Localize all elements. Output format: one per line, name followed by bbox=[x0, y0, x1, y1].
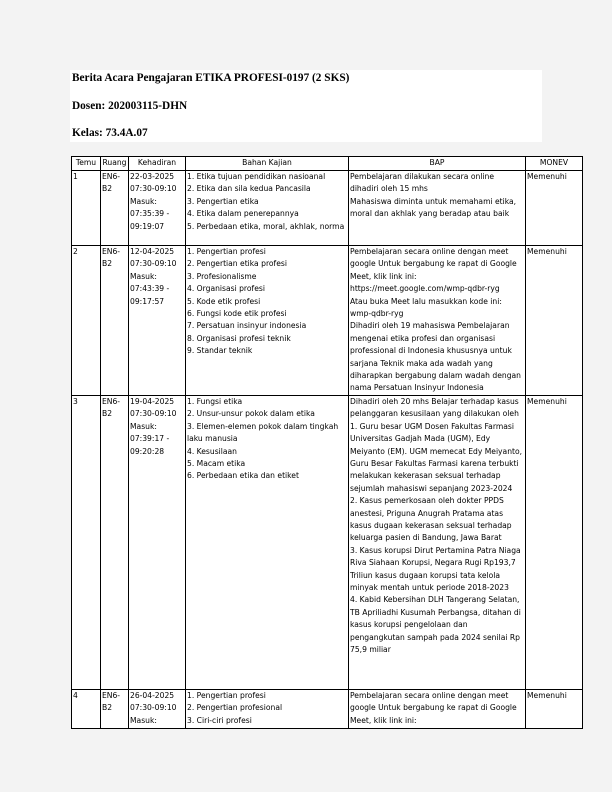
col-header-bap: BAP bbox=[349, 157, 526, 171]
bahan-kajian-cell: 1. Pengertian profesi 2. Pengertian etika profesi 3. Profesionalisme 4. Organisasi profesi 5. Kode etik profesi 6. Fungsi kode etik profesi 7. Persatuan insinyur indonesia 8. Organisasi profesi teknik 9. Standar teknik bbox=[186, 246, 349, 396]
monev-cell: Memenuhi bbox=[526, 395, 583, 689]
bap-cell: Pembelajaran secara online dengan meet google Untuk bergabung ke rapat di Google Meet, klik link ini: bbox=[349, 689, 526, 728]
col-header-bahan-kajian: Bahan Kajian bbox=[186, 157, 349, 171]
ruang-cell: EN6- B2 bbox=[101, 171, 129, 246]
col-header-monev: MONEV bbox=[526, 157, 583, 171]
bahan-kajian-cell: 1. Pengertian profesi 2. Pengertian profesional 3. Ciri-ciri profesi bbox=[186, 689, 349, 728]
bap-cell: Pembelajaran dilakukan secara online dihadiri oleh 15 mhs Mahasiswa diminta untuk memahami etika, moral dan akhlak yang beradap atau baik bbox=[349, 171, 526, 246]
monev-cell: Memenuhi bbox=[526, 171, 583, 246]
col-header-temu: Temu bbox=[72, 157, 101, 171]
table-header-row bbox=[72, 157, 583, 171]
course-title: Berita Acara Pengajaran ETIKA PROFESI-0197 (2 SKS) bbox=[72, 72, 350, 84]
bap-cell: Pembelajaran secara online dengan meet google Untuk bergabung ke rapat di Google Meet, klik link ini: https://meet.google.com/wmp-qdbr-ryg Atau buka Meet lalu masukkan kode ini: wmp-qdbr-ryg Dihadiri oleh 19 mahasiswa Pembelajaran mengenai etika profesi dan organisasi professional di Indonesia khususnya untuk sarjana Teknik maka ada wadah yang diharapkan bergabung dalam wadah dengan nama Persatuan Insinyur Indonesia bbox=[349, 246, 526, 396]
ruang-cell: EN6- B2 bbox=[101, 689, 129, 728]
table-row bbox=[72, 246, 583, 396]
bap-cell: Dihadiri oleh 20 mhs Belajar terhadap kasus pelanggaran kesusilaan yang dilakukan oleh 1. Guru besar UGM Dosen Fakultas Farmasi Universitas Gadjah Mada (UGM), Edy Meiyanto (EM). UGM memecat Edy Meiyanto, Guru Besar Fakultas Farmasi karena terbukti melakukan kekerasan seksual terhadap sejumlah mahasiswi sepanjang 2023-2024 2. Kasus pemerkosaan oleh dokter PPDS anestesi, Priguna Anugrah Pratama atas kasus dugaan kekerasan seksual terhadap keluarga pasien di Bandung, Jawa Barat 3. Kasus korupsi Dirut Pertamina Patra Niaga Riva Siahaan Korupsi, Negara Rugi Rp193,7 Triliun kasus dugaan korupsi tata kelola minyak mentah untuk periode 2018-2023 4. Kabid Kebersihan DLH Tangerang Selatan, TB Apriliadhi Kusumah Perbangsa, ditahan di kasus korupsi pengelolaan dan pengangkutan sampah pada 2024 senilai Rp 75,9 miliar bbox=[349, 395, 526, 689]
report-header bbox=[70, 70, 542, 142]
table-row bbox=[72, 689, 583, 728]
ruang-cell: EN6- B2 bbox=[101, 246, 129, 396]
col-header-ruang: Ruang bbox=[101, 157, 129, 171]
lecturer-line: Dosen: 202003115-DHN bbox=[72, 100, 188, 112]
temu-cell: 4 bbox=[72, 689, 101, 728]
bahan-kajian-cell: 1. Fungsi etika 2. Unsur-unsur pokok dalam etika 3. Elemen-elemen pokok dalam tingkah laku manusia 4. Kesusilaan 5. Macam etika 6. Perbedaan etika dan etiket bbox=[186, 395, 349, 689]
temu-cell: 3 bbox=[72, 395, 101, 689]
monev-cell: Memenuhi bbox=[526, 246, 583, 396]
ruang-cell: EN6- B2 bbox=[101, 395, 129, 689]
monev-cell: Memenuhi bbox=[526, 689, 583, 728]
temu-cell: 2 bbox=[72, 246, 101, 396]
kehadiran-cell: 19-04-2025 07:30-09:10 Masuk: 07:39:17 - 09:20:28 bbox=[129, 395, 186, 689]
kehadiran-cell: 26-04-2025 07:30-09:10 Masuk: bbox=[129, 689, 186, 728]
kehadiran-cell: 22-03-2025 07:30-09:10 Masuk: 07:35:39 - 09:19:07 bbox=[129, 171, 186, 246]
kehadiran-cell: 12-04-2025 07:30-09:10 Masuk: 07:43:39 - 09:17:57 bbox=[129, 246, 186, 396]
table-row bbox=[72, 171, 583, 246]
teaching-report-table bbox=[71, 156, 583, 729]
table-row bbox=[72, 395, 583, 689]
col-header-kehadiran: Kehadiran bbox=[129, 157, 186, 171]
class-line: Kelas: 73.4A.07 bbox=[72, 127, 148, 139]
bahan-kajian-cell: 1. Etika tujuan pendidikan nasioanal 2. Etika dan sila kedua Pancasila 3. Pengertian etika 4. Etika dalam penerepannya 5. Perbedaan etika, moral, akhlak, norma bbox=[186, 171, 349, 246]
temu-cell: 1 bbox=[72, 171, 101, 246]
